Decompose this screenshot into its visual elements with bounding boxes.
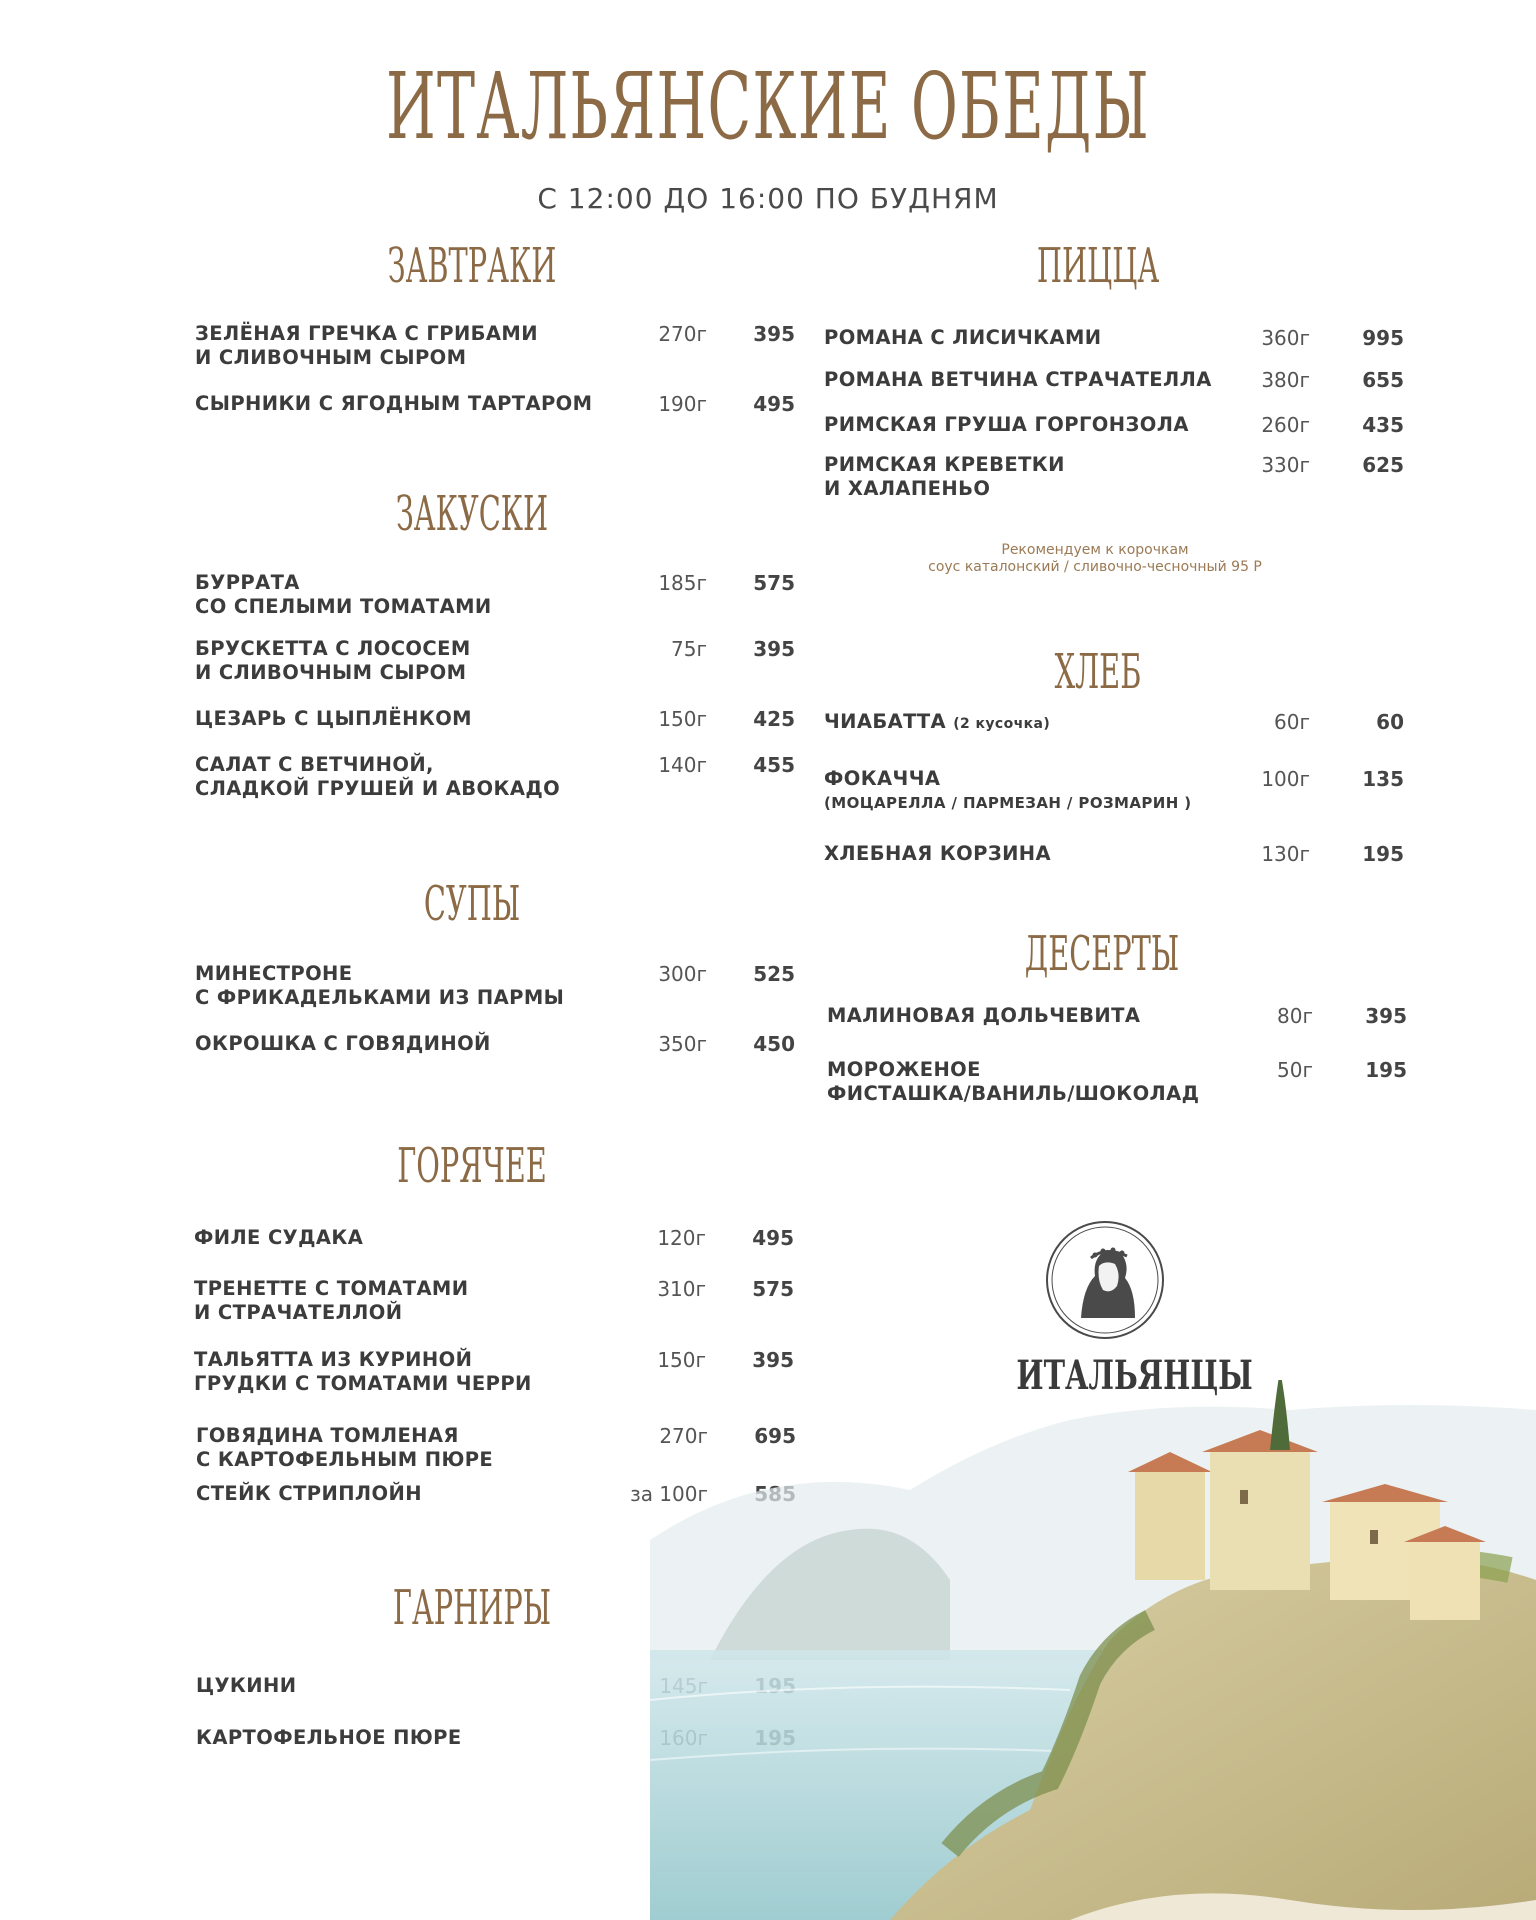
item-weight: 270г <box>658 322 707 346</box>
item-price: 60 <box>1376 710 1404 734</box>
item-name: КАРТОФЕЛЬНОЕ ПЮРЕ <box>196 1726 462 1749</box>
section-title-soups: СУПЫ <box>423 876 521 932</box>
note-line: соус каталонский / сливочно-чесночный 95 Р <box>928 559 1262 575</box>
item-price: 395 <box>753 637 795 661</box>
item-name: ЦЕЗАРЬ С ЦЫПЛЁНКОМ <box>195 707 472 730</box>
section-title-pizza: ПИЦЦА <box>1036 238 1160 294</box>
item-price: 995 <box>1362 326 1404 350</box>
item-name: ЗЕЛЁНАЯ ГРЕЧКА С ГРИБАМИ И СЛИВОЧНЫМ СЫРОМ <box>195 322 538 369</box>
item-weight: 300г <box>658 962 707 986</box>
item-weight: 120г <box>657 1226 706 1250</box>
item-weight: 270г <box>659 1424 708 1448</box>
item-name: СТЕЙК СТРИПЛОЙН <box>196 1482 422 1505</box>
item-name: РИМСКАЯ КРЕВЕТКИ И ХАЛАПЕНЬО <box>824 453 1065 500</box>
laurel-portrait-icon <box>1043 1218 1167 1342</box>
item-name: РОМАНА ВЕТЧИНА СТРАЧАТЕЛЛА <box>824 368 1212 391</box>
item-weight: 330г <box>1261 453 1310 477</box>
item-name: БУРРАТА СО СПЕЛЫМИ ТОМАТАМИ <box>195 571 492 618</box>
item-price: 575 <box>753 571 795 595</box>
item-name: ЧИАБАТТА (2 кусочка) <box>824 710 1051 733</box>
item-weight: 260г <box>1261 413 1310 437</box>
item-price: 655 <box>1362 368 1404 392</box>
section-title-desserts: ДЕСЕРТЫ <box>1024 926 1180 982</box>
item-price: 625 <box>1362 453 1404 477</box>
item-name: ОКРОШКА С ГОВЯДИНОЙ <box>195 1032 491 1055</box>
item-weight: 140г <box>658 753 707 777</box>
item-price: 525 <box>753 962 795 986</box>
item-price: 495 <box>753 392 795 416</box>
item-price: 695 <box>754 1424 796 1448</box>
item-weight: за 100г <box>630 1482 708 1506</box>
item-price: 575 <box>752 1277 794 1301</box>
section-title-sides: ГАРНИРЫ <box>392 1580 552 1636</box>
item-name: ГОВЯДИНА ТОМЛЕНАЯ С КАРТОФЕЛЬНЫМ ПЮРЕ <box>196 1424 494 1471</box>
item-name: ФОКАЧЧА (МОЦАРЕЛЛА / ПАРМЕЗАН / РОЗМАРИН ) <box>824 767 1192 812</box>
item-price: 135 <box>1362 767 1404 791</box>
item-weight: 100г <box>1261 767 1310 791</box>
item-weight: 150г <box>657 1348 706 1372</box>
item-price: 195 <box>1362 842 1404 866</box>
item-price: 395 <box>1365 1004 1407 1028</box>
page-title: ИТАЛЬЯНСКИЕ ОБЕДЫ <box>385 53 1151 160</box>
item-name: МАЛИНОВАЯ ДОЛЬЧЕВИТА <box>827 1004 1141 1027</box>
coastal-village-illustration <box>650 1380 1536 1920</box>
pizza-note <box>880 542 1310 576</box>
item-price: 395 <box>753 322 795 346</box>
item-name: МОРОЖЕНОЕ ФИСТАШКА/ВАНИЛЬ/ШОКОЛАД <box>827 1058 1200 1105</box>
item-price: 395 <box>752 1348 794 1372</box>
item-name: ФИЛЕ СУДАКА <box>194 1226 364 1249</box>
item-name: МИНЕСТРОНЕ С ФРИКАДЕЛЬКАМИ ИЗ ПАРМЫ <box>195 962 565 1009</box>
item-weight: 150г <box>658 707 707 731</box>
item-price: 495 <box>752 1226 794 1250</box>
item-price: 455 <box>753 753 795 777</box>
page-subtitle: С 12:00 ДО 16:00 ПО БУДНЯМ <box>537 182 999 215</box>
item-name: РОМАНА С ЛИСИЧКАМИ <box>824 326 1102 349</box>
item-name: ТРЕНЕТТЕ С ТОМАТАМИ И СТРАЧАТЕЛЛОЙ <box>194 1277 469 1324</box>
item-name: БРУСКЕТТА С ЛОСОСЕМ И СЛИВОЧНЫМ СЫРОМ <box>195 637 471 684</box>
item-weight: 130г <box>1261 842 1310 866</box>
item-weight: 50г <box>1277 1058 1313 1082</box>
section-title-hot: ГОРЯЧЕЕ <box>397 1138 547 1194</box>
item-weight: 350г <box>658 1032 707 1056</box>
item-weight: 190г <box>658 392 707 416</box>
item-name: РИМСКАЯ ГРУША ГОРГОНЗОЛА <box>824 413 1189 436</box>
item-weight: 75г <box>671 637 707 661</box>
brand-name: ИТАЛЬЯНЦЫ <box>1016 1352 1253 1399</box>
item-price: 425 <box>753 707 795 731</box>
section-title-bread: ХЛЕБ <box>1054 644 1142 700</box>
item-name: СЫРНИКИ С ЯГОДНЫМ ТАРТАРОМ <box>195 392 593 415</box>
item-name: САЛАТ С ВЕТЧИНОЙ, СЛАДКОЙ ГРУШЕЙ И АВОКАДО <box>195 753 561 800</box>
section-title-breakfast: ЗАВТРАКИ <box>387 238 557 294</box>
item-weight: 380г <box>1261 368 1310 392</box>
item-weight: 185г <box>658 571 707 595</box>
item-weight: 80г <box>1277 1004 1313 1028</box>
item-price: 195 <box>1365 1058 1407 1082</box>
item-weight: 310г <box>657 1277 706 1301</box>
item-weight: 360г <box>1261 326 1310 350</box>
item-name: ХЛЕБНАЯ КОРЗИНА <box>824 842 1052 865</box>
item-price: 435 <box>1362 413 1404 437</box>
item-price: 450 <box>753 1032 795 1056</box>
item-name: ТАЛЬЯТТА ИЗ КУРИНОЙ ГРУДКИ С ТОМАТАМИ ЧЕРРИ <box>194 1348 532 1395</box>
item-name: ЦУКИНИ <box>196 1674 297 1697</box>
section-title-snacks: ЗАКУСКИ <box>395 486 549 542</box>
item-weight: 60г <box>1274 710 1310 734</box>
note-line: Рекомендуем к корочкам <box>1001 542 1189 558</box>
